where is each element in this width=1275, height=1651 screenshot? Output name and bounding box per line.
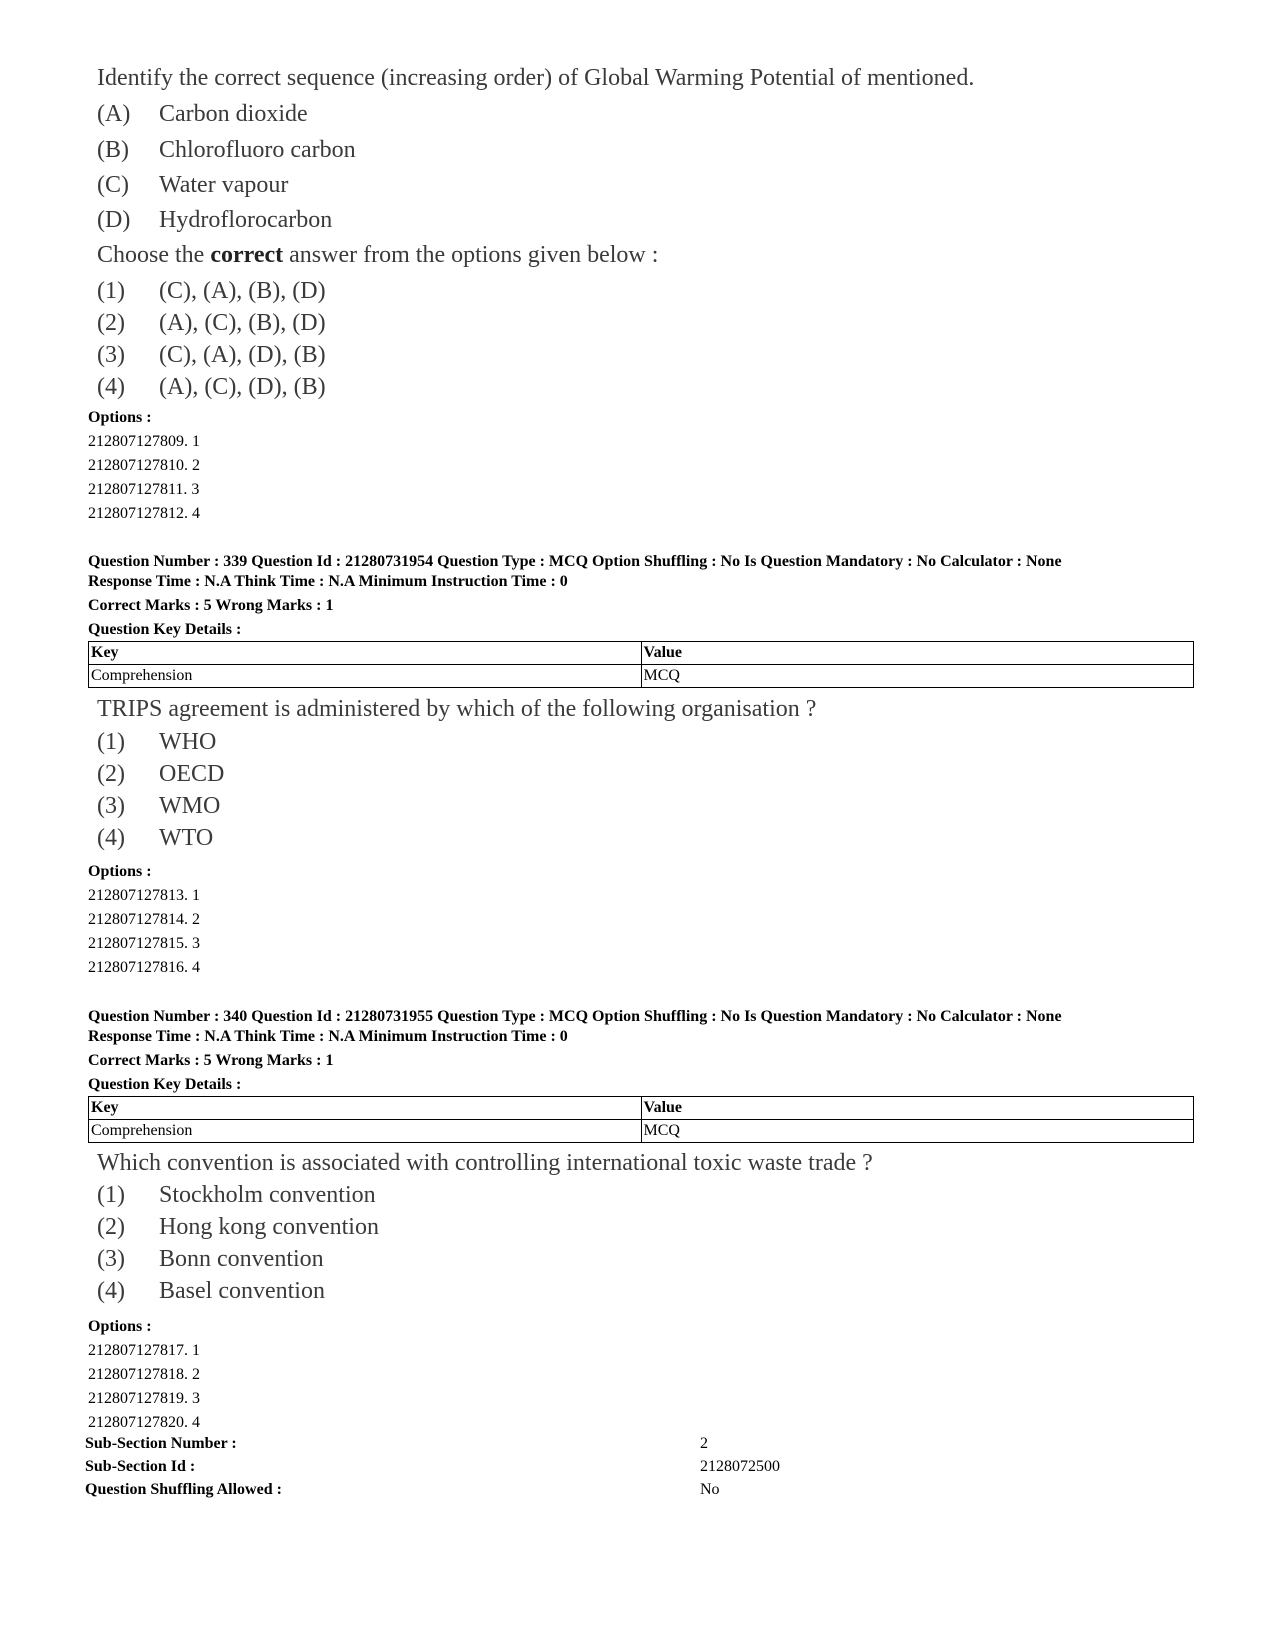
q338-item (97, 208, 974, 243)
answer-text: WHO (159, 729, 217, 755)
question-shuffling-label: Question Shuffling Allowed : (85, 1481, 282, 1498)
table-header-value: Value (641, 642, 1194, 665)
answer-label: (1) (97, 729, 125, 755)
options-heading: Options : (88, 409, 152, 426)
answer-label: (2) (97, 1214, 125, 1240)
table-header-key: Key (89, 642, 642, 665)
q338-item (97, 102, 974, 138)
q338-item (97, 138, 974, 173)
answer-label: (4) (97, 825, 125, 851)
options-heading: Options : (88, 863, 152, 880)
answer-text: WTO (159, 825, 214, 851)
question-timing-line: Response Time : N.A Think Time : N.A Minimum Instruction Time : 0 (88, 573, 568, 590)
q339-options (88, 860, 200, 980)
table-cell-value: MCQ (641, 1120, 1194, 1143)
option-id: 212807127809. 1 (88, 433, 200, 450)
q338-item (97, 173, 974, 208)
item-text: Carbon dioxide (159, 101, 308, 127)
q339-answer (97, 826, 816, 858)
table-row (89, 665, 1194, 688)
question-timing-line: Response Time : N.A Think Time : N.A Minimum Instruction Time : 0 (88, 1028, 568, 1045)
table-cell-key: Comprehension (89, 665, 642, 688)
q340-answer (97, 1247, 873, 1279)
question-shuffling-value: No (700, 1481, 720, 1498)
q340-answer (97, 1279, 873, 1311)
q340-question-image (97, 1151, 873, 1311)
q340-metadata (88, 1007, 1208, 1095)
table-header-row (89, 642, 1194, 665)
option-id: 212807127818. 2 (88, 1366, 200, 1383)
option-id: 212807127812. 4 (88, 505, 200, 522)
table-row (89, 1120, 1194, 1143)
q339-stem: TRIPS agreement is administered by which of the following organisation ? (97, 696, 817, 722)
answer-text: Stockholm convention (159, 1182, 376, 1208)
item-text: Hydroflorocarbon (159, 207, 333, 233)
option-id: 212807127816. 4 (88, 959, 200, 976)
answer-text: (A), (C), (B), (D) (159, 310, 326, 336)
answer-label: (1) (97, 1182, 125, 1208)
table-cell-key: Comprehension (89, 1120, 642, 1143)
option-id: 212807127813. 1 (88, 887, 200, 904)
answer-label: (1) (97, 278, 125, 304)
option-id: 212807127814. 2 (88, 911, 200, 928)
answer-text: (C), (A), (D), (B) (159, 342, 326, 368)
answer-text: Basel convention (159, 1278, 325, 1304)
marks-line: Correct Marks : 5 Wrong Marks : 1 (88, 597, 334, 614)
question-meta-line: Question Number : 339 Question Id : 21280731954 Question Type : MCQ Option Shuffling : No Is Question Mandatory : No Calculator : None (88, 553, 1062, 570)
question-meta-line: Question Number : 340 Question Id : 21280731955 Question Type : MCQ Option Shuffling : No Is Question Mandatory : No Calculator : None (88, 1008, 1062, 1025)
q339-key-table (88, 641, 1194, 688)
item-label: (A) (97, 101, 131, 127)
q338-choose-instruction: Choose the correct answer from the options given below : (97, 242, 659, 268)
answer-text: OECD (159, 761, 225, 787)
subsection-id-value: 2128072500 (700, 1458, 780, 1475)
q339-question-image (97, 697, 816, 858)
option-id: 212807127817. 1 (88, 1342, 200, 1359)
answer-label: (4) (97, 374, 125, 400)
q339-answer (97, 730, 816, 762)
table-header-key: Key (89, 1097, 642, 1120)
q340-key-table (88, 1096, 1194, 1143)
table-header-row (89, 1097, 1194, 1120)
q338-stem: Identify the correct sequence (increasing order) of Global Warming Potential of mentioned. (97, 65, 975, 91)
key-details-heading: Question Key Details : (88, 621, 242, 638)
answer-label: (3) (97, 793, 125, 819)
table-header-value: Value (641, 1097, 1194, 1120)
item-label: (D) (97, 207, 131, 233)
subsection-number-value: 2 (700, 1435, 708, 1452)
answer-text: WMO (159, 793, 221, 819)
item-text: Water vapour (159, 172, 289, 198)
marks-line: Correct Marks : 5 Wrong Marks : 1 (88, 1052, 334, 1069)
q340-stem: Which convention is associated with controlling international toxic waste trade ? (97, 1150, 873, 1176)
answer-label: (2) (97, 761, 125, 787)
q338-answer (97, 375, 974, 407)
q340-answer (97, 1215, 873, 1247)
answer-label: (4) (97, 1278, 125, 1304)
q340-options (88, 1315, 200, 1435)
option-id: 212807127820. 4 (88, 1414, 200, 1431)
item-text: Chlorofluoro carbon (159, 137, 356, 163)
answer-label: (3) (97, 342, 125, 368)
q339-answer (97, 794, 816, 826)
q338-answer (97, 279, 974, 311)
options-heading: Options : (88, 1318, 152, 1335)
answer-text: (C), (A), (B), (D) (159, 278, 326, 304)
key-details-heading: Question Key Details : (88, 1076, 242, 1093)
answer-text: (A), (C), (D), (B) (159, 374, 326, 400)
q339-metadata (88, 552, 1208, 640)
q338-answer (97, 311, 974, 343)
option-id: 212807127815. 3 (88, 935, 200, 952)
subsection-number-label: Sub-Section Number : (85, 1435, 237, 1452)
q339-answer (97, 762, 816, 794)
q338-question-image (97, 66, 974, 407)
option-id: 212807127819. 3 (88, 1390, 200, 1407)
answer-label: (3) (97, 1246, 125, 1272)
option-id: 212807127810. 2 (88, 457, 200, 474)
q340-answer (97, 1183, 873, 1215)
item-label: (B) (97, 137, 129, 163)
subsection-id-label: Sub-Section Id : (85, 1458, 196, 1475)
table-cell-value: MCQ (641, 665, 1194, 688)
q338-options (88, 406, 200, 526)
answer-text: Hong kong convention (159, 1214, 379, 1240)
answer-text: Bonn convention (159, 1246, 324, 1272)
option-id: 212807127811. 3 (88, 481, 200, 498)
q338-answer (97, 343, 974, 375)
answer-label: (2) (97, 310, 125, 336)
item-label: (C) (97, 172, 129, 198)
